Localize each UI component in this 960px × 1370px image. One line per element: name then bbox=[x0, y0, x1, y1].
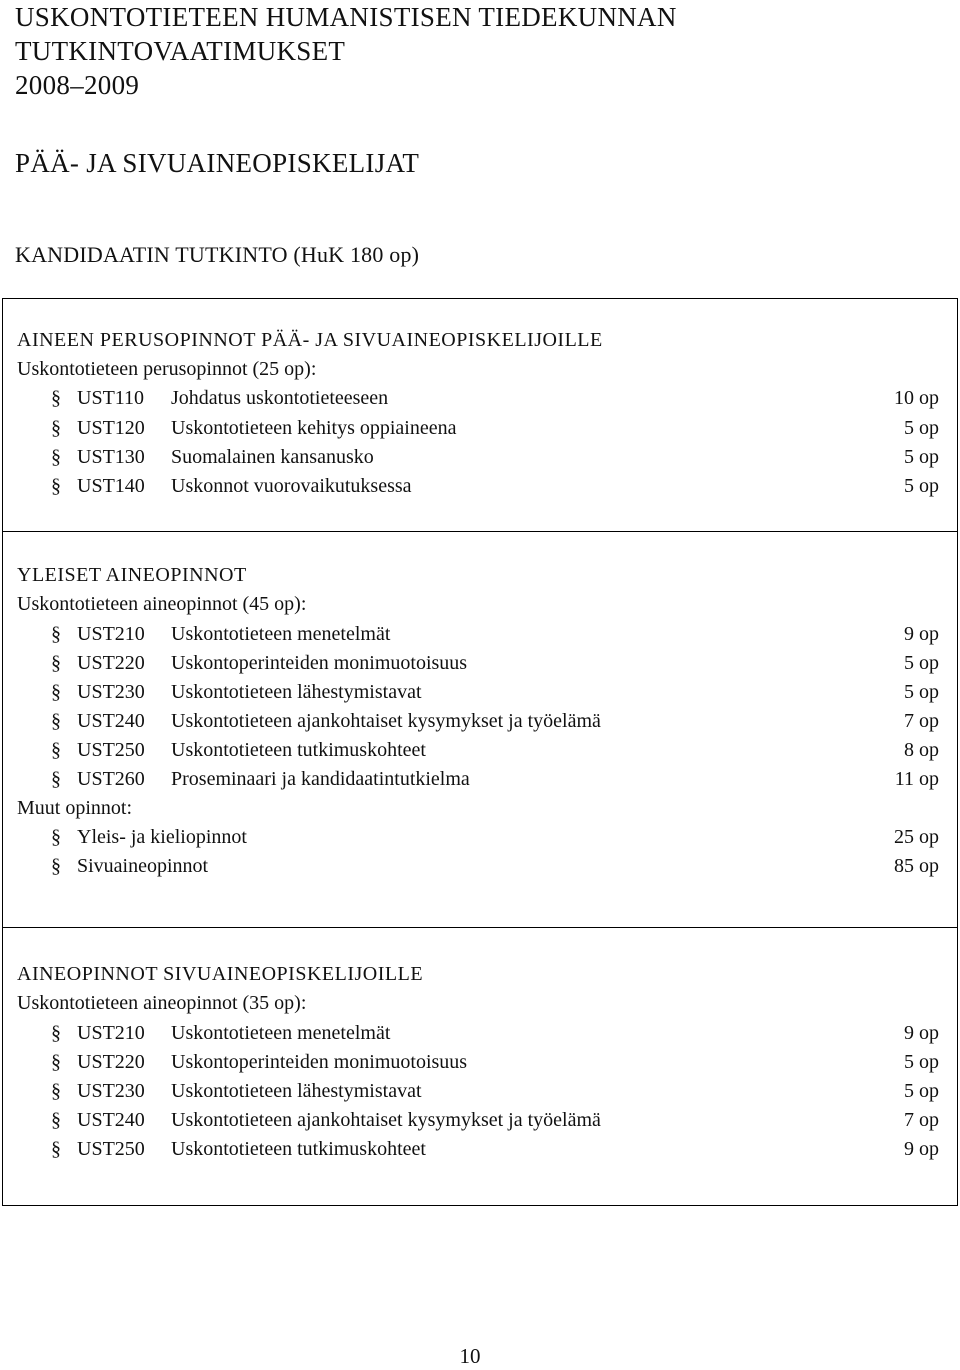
course-row bbox=[51, 443, 939, 472]
degree-heading: KANDIDAATIN TUTKINTO (HuK 180 op) bbox=[15, 242, 420, 267]
course-credits: 11 op bbox=[894, 768, 939, 790]
course-code: UST120 bbox=[77, 417, 145, 439]
bullet-icon: § bbox=[51, 475, 61, 497]
group-heading: Uskontotieteen perusopinnot (25 op): bbox=[17, 358, 317, 380]
course-code: UST210 bbox=[77, 1022, 145, 1044]
course-row bbox=[51, 414, 939, 443]
course-credits: 5 op bbox=[904, 681, 939, 703]
course-name: Uskontotieteen ajankohtaiset kysymykset ja työelämä bbox=[171, 710, 601, 732]
course-row bbox=[51, 620, 939, 649]
study-name: Sivuaineopinnot bbox=[77, 855, 209, 877]
study-credits: 85 op bbox=[894, 855, 939, 877]
course-code: UST220 bbox=[77, 1051, 145, 1073]
course-row bbox=[51, 1077, 939, 1106]
course-row bbox=[51, 1106, 939, 1135]
section-heading: YLEISET AINEOPINNOT bbox=[17, 564, 247, 586]
bullet-icon: § bbox=[51, 739, 61, 761]
title-line-2: TUTKINTOVAATIMUKSET bbox=[15, 36, 346, 66]
course-row bbox=[51, 678, 939, 707]
course-code: UST230 bbox=[77, 1080, 145, 1102]
course-credits: 7 op bbox=[904, 1109, 939, 1131]
course-row bbox=[51, 649, 939, 678]
bullet-icon: § bbox=[51, 1109, 61, 1131]
course-code: UST240 bbox=[77, 710, 145, 732]
minor-intermediate-box bbox=[2, 927, 958, 1206]
other-study-row bbox=[51, 852, 939, 881]
course-name: Uskontotieteen tutkimuskohteet bbox=[171, 1138, 426, 1160]
bullet-icon: § bbox=[51, 710, 61, 732]
course-code: UST110 bbox=[77, 387, 145, 409]
course-name: Uskonnot vuorovaikutuksessa bbox=[171, 475, 412, 497]
other-studies-heading: Muut opinnot: bbox=[17, 797, 133, 819]
course-row bbox=[51, 472, 939, 501]
course-code: UST220 bbox=[77, 652, 145, 674]
course-code: UST250 bbox=[77, 1138, 145, 1160]
course-credits: 5 op bbox=[904, 446, 939, 468]
course-code: UST230 bbox=[77, 681, 145, 703]
study-name: Yleis- ja kieliopinnot bbox=[77, 826, 247, 848]
course-name: Uskontotieteen tutkimuskohteet bbox=[171, 739, 426, 761]
course-credits: 5 op bbox=[904, 1051, 939, 1073]
title-year: 2008–2009 bbox=[15, 70, 140, 100]
course-name: Johdatus uskontotieteeseen bbox=[171, 387, 389, 409]
course-credits: 8 op bbox=[904, 739, 939, 761]
section-heading: AINEOPINNOT SIVUAINEOPISKELIJOILLE bbox=[17, 963, 424, 985]
course-name: Uskontotieteen ajankohtaiset kysymykset ja työelämä bbox=[171, 1109, 601, 1131]
course-credits: 7 op bbox=[904, 710, 939, 732]
study-credits: 25 op bbox=[894, 826, 939, 848]
bullet-icon: § bbox=[51, 652, 61, 674]
course-code: UST140 bbox=[77, 475, 145, 497]
audience-heading: PÄÄ- JA SIVUAINEOPISKELIJAT bbox=[15, 148, 420, 178]
course-name: Uskontotieteen lähestymistavat bbox=[171, 681, 422, 703]
general-intermediate-box bbox=[2, 531, 958, 928]
bullet-icon: § bbox=[51, 1138, 61, 1160]
bullet-icon: § bbox=[51, 681, 61, 703]
course-code: UST240 bbox=[77, 1109, 145, 1131]
bullet-icon: § bbox=[51, 623, 61, 645]
section-heading: AINEEN PERUSOPINNOT PÄÄ- JA SIVUAINEOPISKELIJOILLE bbox=[17, 329, 603, 351]
bullet-icon: § bbox=[51, 387, 61, 409]
course-credits: 9 op bbox=[904, 1022, 939, 1044]
course-credits: 5 op bbox=[904, 1080, 939, 1102]
course-row bbox=[51, 765, 939, 794]
bullet-icon: § bbox=[51, 1051, 61, 1073]
course-credits: 9 op bbox=[904, 1138, 939, 1160]
course-credits: 5 op bbox=[904, 475, 939, 497]
course-row bbox=[51, 736, 939, 765]
course-code: UST250 bbox=[77, 739, 145, 761]
course-name: Proseminaari ja kandidaatintutkielma bbox=[171, 768, 470, 790]
other-study-row bbox=[51, 823, 939, 852]
group-heading: Uskontotieteen aineopinnot (45 op): bbox=[17, 593, 307, 615]
course-name: Uskontotieteen menetelmät bbox=[171, 623, 391, 645]
course-credits: 5 op bbox=[904, 417, 939, 439]
course-name: Uskontotieteen kehitys oppiaineena bbox=[171, 417, 457, 439]
group-heading: Uskontotieteen aineopinnot (35 op): bbox=[17, 992, 307, 1014]
course-name: Uskontoperinteiden monimuotoisuus bbox=[171, 1051, 468, 1073]
basic-studies-box bbox=[2, 298, 958, 532]
course-code: UST260 bbox=[77, 768, 145, 790]
course-credits: 5 op bbox=[904, 652, 939, 674]
bullet-icon: § bbox=[51, 446, 61, 468]
course-name: Uskontoperinteiden monimuotoisuus bbox=[171, 652, 468, 674]
bullet-icon: § bbox=[51, 768, 61, 790]
course-row bbox=[51, 1135, 939, 1164]
title-line-1: USKONTOTIETEEN HUMANISTISEN TIEDEKUNNAN bbox=[15, 2, 677, 32]
course-row bbox=[51, 1019, 939, 1048]
course-code: UST210 bbox=[77, 623, 145, 645]
course-row bbox=[51, 1048, 939, 1077]
document-title bbox=[15, 0, 677, 102]
course-code: UST130 bbox=[77, 446, 145, 468]
bullet-icon: § bbox=[51, 1080, 61, 1102]
bullet-icon: § bbox=[51, 1022, 61, 1044]
course-name: Uskontotieteen lähestymistavat bbox=[171, 1080, 422, 1102]
bullet-icon: § bbox=[51, 826, 61, 848]
course-name: Uskontotieteen menetelmät bbox=[171, 1022, 391, 1044]
bullet-icon: § bbox=[51, 855, 61, 877]
course-credits: 10 op bbox=[894, 387, 939, 409]
course-row bbox=[51, 707, 939, 736]
course-row bbox=[51, 384, 939, 413]
course-name: Suomalainen kansanusko bbox=[171, 446, 374, 468]
course-credits: 9 op bbox=[904, 623, 939, 645]
page-number: 10 bbox=[459, 1344, 481, 1368]
bullet-icon: § bbox=[51, 417, 61, 439]
